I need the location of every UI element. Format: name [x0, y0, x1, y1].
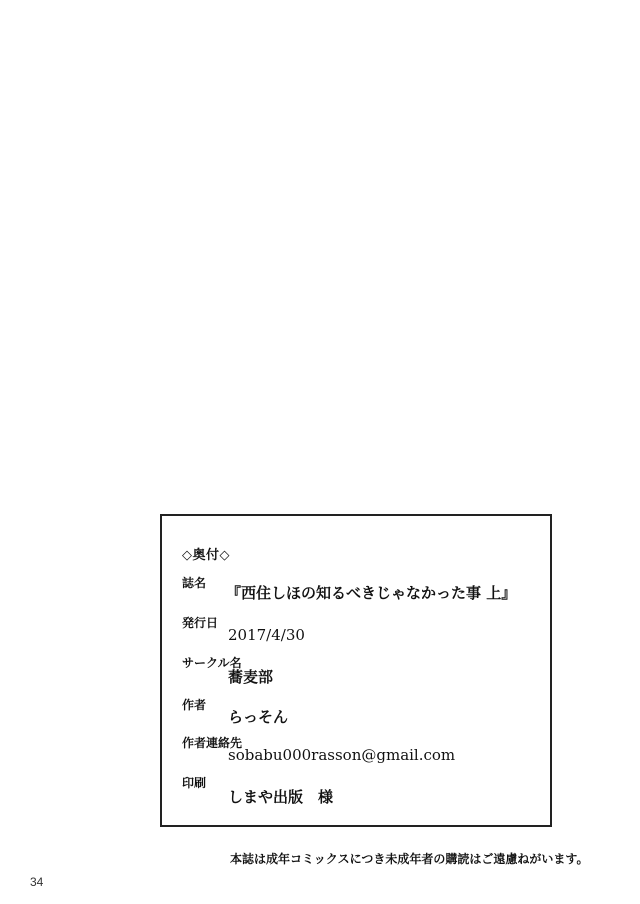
age-restriction-notice: 本誌は成年コミックスにつき未成年者の購読はご遠慮ねがいます。 [230, 852, 589, 866]
circle-name-value: 蕎麦部 [228, 668, 274, 686]
author-contact-label: 作者連絡先 [182, 736, 243, 750]
author-value: らっそん [228, 708, 289, 726]
issue-date-value: 2017/4/30 [228, 626, 305, 644]
title-label: 誌名 [182, 576, 207, 590]
printer-label: 印刷 [182, 776, 207, 790]
printer-value: しまや出版 様 [228, 788, 334, 806]
author-label: 作者 [182, 698, 207, 712]
issue-date-label: 発行日 [182, 616, 219, 630]
page-number: 34 [30, 875, 44, 889]
colophon-heading: ◇奥付◇ [182, 548, 230, 563]
author-contact-value: sobabu000rasson@gmail.com [228, 746, 456, 764]
colophon-box [160, 514, 552, 827]
circle-name-label: サークル名 [182, 656, 242, 670]
title-value: 『西住しほの知るべきじゃなかった事 上』 [226, 584, 517, 602]
